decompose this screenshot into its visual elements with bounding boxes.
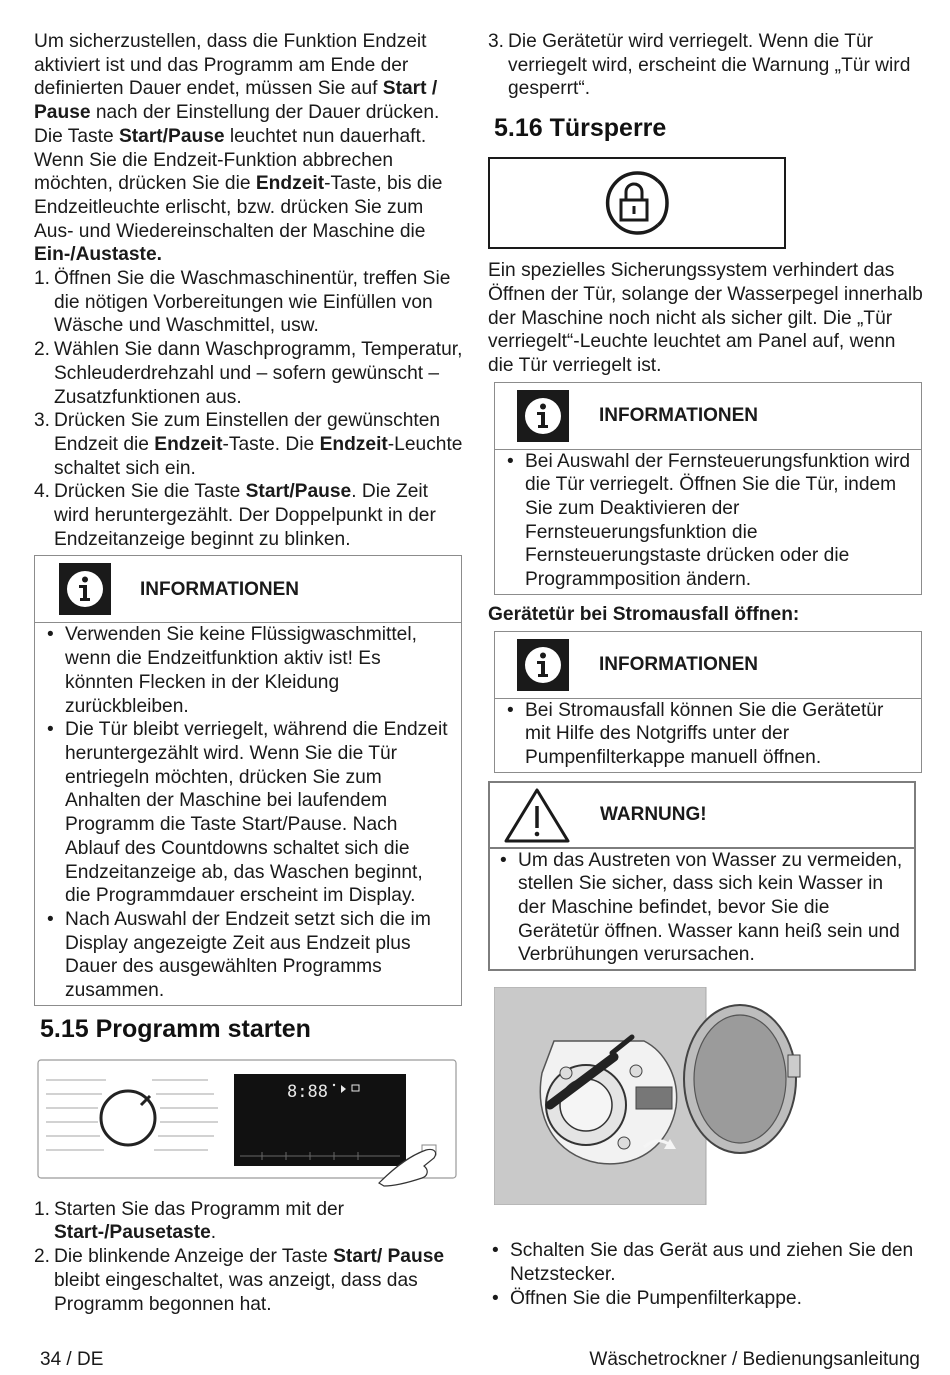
- program-start-steps: [34, 1198, 466, 1317]
- list-item: 2. Wählen Sie dann Waschprogramm, Temperatur, Schleuderdrehzahl und – sofern gewünscht – Zusatzfunktionen aus.: [34, 339, 463, 408]
- info-icon: [59, 563, 111, 615]
- list-item: 2. Die blinkende Anzeige der Taste Start/ Pause bleibt eingeschaltet, was anzeigt, dass das Programm begonnen hat.: [34, 1246, 445, 1315]
- page-number: 34 / DE: [40, 1349, 104, 1370]
- endzeit-steps: [34, 267, 466, 551]
- subheading-power-failure: Gerätetür bei Stromausfall öffnen:: [488, 603, 800, 625]
- info-box-title: INFORMATIONEN: [140, 578, 300, 600]
- info-icon: [517, 390, 569, 442]
- list-item: • Bei Stromausfall können Sie die Gerätetür mit Hilfe des Notgriffs unter der Pumpenfilterkappe manuell öffnen.: [505, 699, 913, 770]
- list-item: • Öffnen Sie die Pumpenfilterkappe.: [490, 1287, 924, 1311]
- list-item: 3. Drücken Sie zum Einstellen der gewünschten Endzeit die Endzeit-Taste. Die Endzeit-Leuchte schaltet sich ein.: [34, 410, 463, 479]
- footer-title: Wäschetrockner / Bedienungsanleitung: [589, 1349, 920, 1370]
- warning-box: [488, 781, 916, 972]
- warning-box-list: [498, 849, 906, 968]
- section-heading-5-15: 5.15 Programm starten: [40, 1014, 311, 1043]
- info-box-endzeit: [34, 555, 462, 1005]
- info-box-list: [505, 450, 913, 592]
- intro-paragraph: Um sicherzustellen, dass die Funktion Endzeit aktiviert ist und das Programm am Ende der definierten Dauer endet, müssen Sie auf Start / Pause nach der Einstellung der Dauer drücken. Die Taste Start/Pause leuchtet nun dauerhaft. Wenn Sie die Endzeit-Funktion abbrechen möchten, drücken Sie die Endzeit-Taste, bis die Endzeitleuchte erlischt, bzw. drücken Sie zum Aus- und Wiedereinschalten der Maschine die Ein-/Austaste.: [34, 31, 443, 266]
- section-heading-5-16: 5.16 Türsperre: [494, 114, 667, 143]
- display-readout: 8:88: [287, 1081, 328, 1102]
- right-column: [488, 30, 924, 1310]
- door-lock-step: [488, 30, 924, 101]
- control-panel-illustration: [34, 1058, 460, 1188]
- list-item: • Um das Austreten von Wasser zu vermeiden, stellen Sie sicher, dass sich kein Wasser in der Maschine befindet, bevor Sie die Gerätetür öffnen. Wasser kann heiß sein und Verbrühungen verursachen.: [498, 849, 906, 968]
- door-lock-icon: [600, 168, 674, 238]
- pump-filter-illustration: [494, 987, 804, 1205]
- list-item: • Schalten Sie das Gerät aus und ziehen Sie den Netzstecker.: [490, 1239, 924, 1286]
- info-box-list: [45, 623, 453, 1002]
- info-box-remote: [494, 382, 922, 595]
- list-item: • Bei Auswahl der Fernsteuerungsfunktion wird die Tür verriegelt. Öffnen Sie die Tür, indem Sie zum Deaktivieren der Fernsteuerungsfunktion die Fernsteuerungstaste drücken oder die Programmposition ändern.: [505, 450, 913, 592]
- info-icon: [517, 639, 569, 691]
- info-box-title: INFORMATIONEN: [599, 404, 759, 426]
- door-lock-symbol-box: [488, 157, 786, 249]
- warning-box-title: WARNUNG!: [600, 803, 707, 825]
- list-item: • Verwenden Sie keine Flüssigwaschmittel, wenn die Endzeitfunktion aktiv ist! Es könnten Flecken in der Kleidung zurückbleiben.: [45, 623, 453, 718]
- info-box-title: INFORMATIONEN: [599, 653, 759, 675]
- list-item: 4. Drücken Sie die Taste Start/Pause. Die Zeit wird heruntergezählt. Der Doppelpunkt in der Endzeitanzeige beginnt zu blinken.: [34, 481, 436, 550]
- list-item: 1. Öffnen Sie die Waschmaschinentür, treffen Sie die nötigen Vorbereitungen wie Einfüllen von Wäsche und Waschmittel, usw.: [34, 268, 451, 337]
- info-box-list: [505, 699, 913, 770]
- power-failure-steps: [490, 1239, 924, 1310]
- door-lock-paragraph: Ein spezielles Sicherungssystem verhindert das Öffnen der Tür, solange der Wasserpegel innerhalb der Maschine noch nicht als sicher gilt. Die „Tür verriegelt“-Leuchte leuchtet am Panel auf, wenn die Tür verriegelt ist.: [488, 260, 923, 376]
- list-item: • Nach Auswahl der Endzeit setzt sich die im Display angezeigte Zeit aus Endzeit plus Dauer des ausgewählten Programms zusammen.: [45, 908, 453, 1003]
- left-column: [34, 30, 466, 1316]
- list-item: • Die Tür bleibt verriegelt, während die Endzeit heruntergezählt wird. Wenn Sie die Tür entriegeln möchten, drücken Sie zum Anhalten der Maschine bei laufendem Programm die Taste Start/Pause. Nach Ablauf des Countdowns schaltet sich die Endzeitanzeige ab, das Waschen beginnt, die Programmdauer erscheint im Display.: [45, 718, 453, 908]
- list-item: 3. Die Gerätetür wird verriegelt. Wenn die Tür verriegelt wird, erscheint die Warnung „Tür wird gesperrt“.: [488, 31, 911, 100]
- warning-triangle-icon: [502, 786, 572, 844]
- list-item: 1. Starten Sie das Programm mit der Start-/Pausetaste.: [34, 1198, 345, 1244]
- info-box-power-failure: [494, 631, 922, 773]
